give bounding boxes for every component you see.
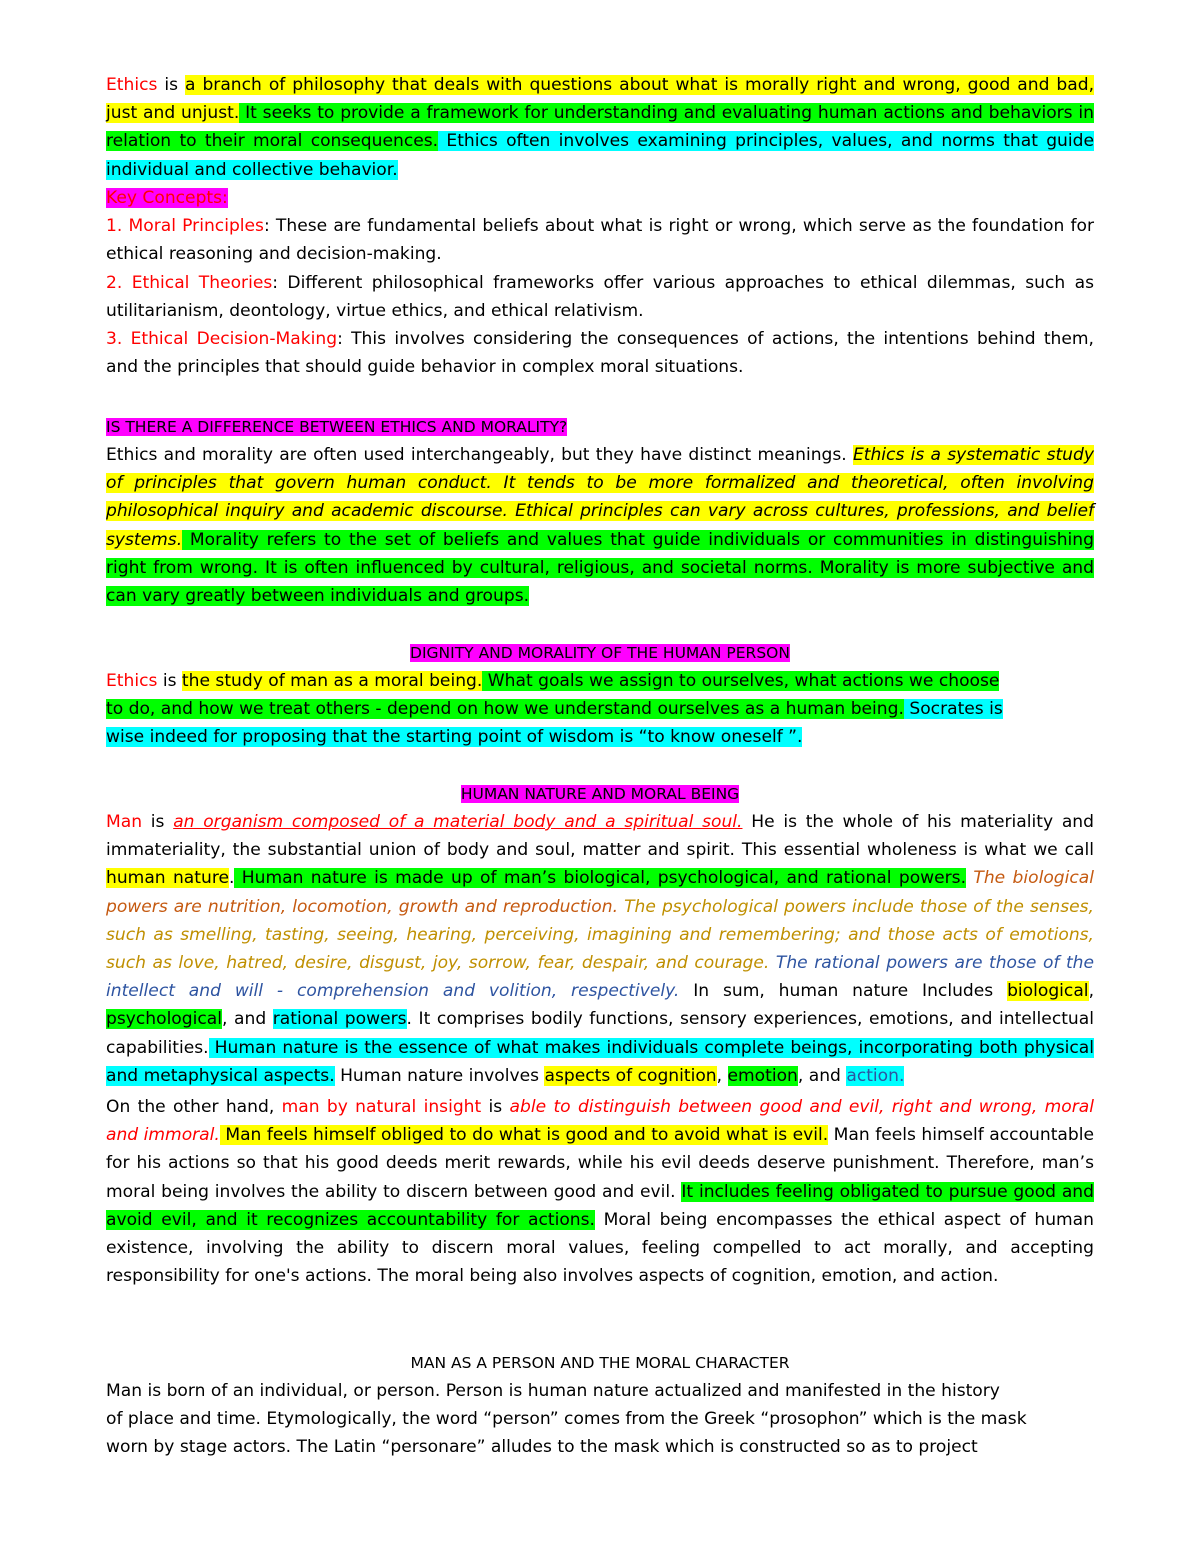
term-ethics: Ethics — [106, 75, 158, 95]
term-ethics: Ethics — [106, 671, 158, 691]
text-span: is — [481, 1097, 510, 1117]
text-span: Ethics and morality are often used interchangeably, but they have distinct meanings. — [106, 445, 853, 465]
text-span: is — [142, 812, 174, 832]
highlight-principles: Ethics often involves examining principles, values, and norms that guide individual and collective behavior. — [106, 131, 1095, 180]
heading-text: MAN AS A PERSON AND THE MORAL CHARACTER — [410, 1354, 790, 1372]
text-span: He is the whole of his materiality and immateriality, the substantial union of body and soul, matter and spirit. This essential wholeness is what we call — [106, 812, 1094, 861]
nature-paragraph — [106, 808, 1094, 1090]
section-heading-nature — [106, 780, 1094, 808]
difference-paragraph — [106, 441, 1094, 610]
highlight-morality-definition: Morality refers to the set of beliefs and values that guide individuals or communities in distinguishing right from wrong. It is often influenced by cultural, religious, and societal norms. Morality is more subjective and can vary greatly between individuals and groups. — [106, 529, 1094, 607]
psychological-powers: The psychological powers include those of the senses, such as smelling, tasting, seeing, hearing, perceiving, imagining and remembering; and those acts of emotions, such as love, hatred, desire, disgust, joy, sorrow, fear, despair, and courage. — [106, 896, 1094, 974]
highlight-psychological: psychological — [106, 1009, 222, 1030]
text-span: , and — [222, 1009, 273, 1030]
highlight-framework: It seeks to provide a framework for understanding and evaluating human actions and behaviors in relation to their moral consequences. — [106, 103, 1094, 152]
text-span: , — [1088, 981, 1094, 1002]
man-definition: an organism composed of a material body and a spiritual soul. — [173, 812, 743, 832]
highlight-rational: rational powers — [272, 1009, 407, 1030]
highlight-socrates: Socrates is — [903, 699, 1003, 720]
moral-paragraph — [106, 1093, 1094, 1290]
highlight-goals-cont: to do, and how we treat others - depend on how we understand ourselves as a human being. — [106, 699, 904, 720]
term-man: Man — [106, 812, 143, 832]
highlight-goals: What goals we assign to ourselves, what actions we choose — [482, 671, 1000, 691]
text-span: is — [157, 75, 185, 95]
text-span: Man feels himself accountable for his actions so that his good deeds merit rewards, while his evil deeds deserve punishment. Therefore, man’s moral being involves the ability to discern between good and evil. — [106, 1125, 1094, 1202]
key-concept-3-label: 3. Ethical Decision-Making — [106, 329, 338, 349]
text-span: . It comprises bodily functions, sensory experiences, emotions, and intellectual capabilities. — [106, 1009, 1094, 1058]
key-concepts-heading — [106, 184, 1094, 212]
highlight-ethics-definition: Ethics is a systematic study of principles that govern human conduct. It tends to be more formalized and theoretical, often involving philosophical inquiry and academic discourse. Ethical principles can vary across cultures, professions, and belief systems. — [106, 445, 1094, 550]
person-line-3: worn by stage actors. The Latin “personare” alludes to the mask which is constructed so as to project — [106, 1437, 978, 1458]
key-concept-3 — [106, 325, 1094, 381]
highlight-emotion: emotion — [727, 1065, 798, 1086]
highlight-obligated: It includes feeling obligated to pursue good and avoid evil, and it recognizes accountability for actions. — [106, 1181, 1094, 1230]
intro-paragraph — [106, 71, 1094, 184]
biological-powers: The biological powers are nutrition, locomotion, growth and reproduction. — [106, 868, 1095, 917]
key-concept-1-text: : These are fundamental beliefs about what is right or wrong, which serve as the foundation for ethical reasoning and decision-making. — [106, 216, 1094, 265]
text-span: On the other hand, — [106, 1097, 282, 1117]
text-span: , — [716, 1065, 728, 1086]
text-span: is — [157, 671, 182, 691]
rational-powers: The rational powers are those of the intellect and will - comprehension and volition, respectively. — [106, 953, 1094, 1002]
distinguish-good-evil: able to distinguish between good and evil, right and wrong, moral and immoral. — [106, 1097, 1095, 1146]
highlight-study-of-man: the study of man as a moral being. — [181, 671, 483, 691]
key-concept-1 — [106, 212, 1094, 268]
person-paragraph — [106, 1377, 1094, 1462]
key-concept-2-text: : Different philosophical frameworks offer various approaches to ethical dilemmas, such as utilitarianism, deontology, virtue ethics, and ethical relativism. — [106, 273, 1094, 322]
heading-text: DIGNITY AND MORALITY OF THE HUMAN PERSON — [410, 644, 790, 662]
highlight-action: action. — [846, 1065, 905, 1086]
heading-text: HUMAN NATURE AND MORAL BEING — [460, 785, 740, 803]
key-concept-1-label: 1. Moral Principles — [106, 216, 264, 236]
person-line-1: Man is born of an individual, or person. Person is human nature actualized and manifested in the history — [106, 1381, 1000, 1401]
section-heading-difference — [106, 413, 1094, 441]
highlight-powers: Human nature is made up of man’s biological, psychological, and rational powers. — [234, 868, 967, 889]
heading-text: IS THERE A DIFFERENCE BETWEEN ETHICS AND MORALITY? — [106, 418, 568, 436]
section-heading-dignity — [106, 639, 1094, 667]
highlight-socrates-cont: wise indeed for proposing that the starting point of wisdom is “to know oneself ”. — [106, 727, 803, 748]
highlight-essence: Human nature is the essence of what makes individuals complete beings, incorporating both physical and metaphysical aspects. — [106, 1037, 1094, 1086]
key-concepts-label: Key Concepts: — [106, 188, 228, 208]
key-concept-2 — [106, 269, 1094, 325]
key-concept-2-label: 2. Ethical Theories — [106, 273, 273, 293]
text-span: . — [229, 868, 235, 889]
section-heading-person — [106, 1349, 1094, 1377]
highlight-definition: a branch of philosophy that deals with questions about what is morally right and wrong, good and bad, just and unjust. — [106, 75, 1095, 124]
text-span: Moral being encompasses the ethical aspect of human existence, involving the ability to discern moral values, feeling compelled to act morally, and accepting responsibility for one's actions. The moral being also involves aspects of cognition, emotion, and action. — [106, 1209, 1094, 1287]
key-concept-3-text: : This involves considering the consequences of actions, the intentions behind them, and the principles that should guide behavior in complex moral situations. — [106, 329, 1094, 378]
text-span: Human nature involves — [334, 1065, 545, 1086]
highlight-human-nature: human nature — [106, 868, 229, 889]
term-natural-insight: man by natural insight — [281, 1097, 482, 1117]
highlight-obliged: Man feels himself obliged to do what is good and to avoid what is evil. — [219, 1125, 829, 1146]
text-span: In sum, human nature Includes — [679, 981, 1008, 1002]
person-line-2: of place and time. Etymologically, the word “person” comes from the Greek “prosophon” which is the mask — [106, 1409, 1027, 1430]
text-span: , and — [797, 1065, 847, 1086]
highlight-biological: biological — [1007, 981, 1089, 1002]
dignity-paragraph — [106, 667, 1094, 752]
highlight-cognition: aspects of cognition — [544, 1065, 717, 1086]
